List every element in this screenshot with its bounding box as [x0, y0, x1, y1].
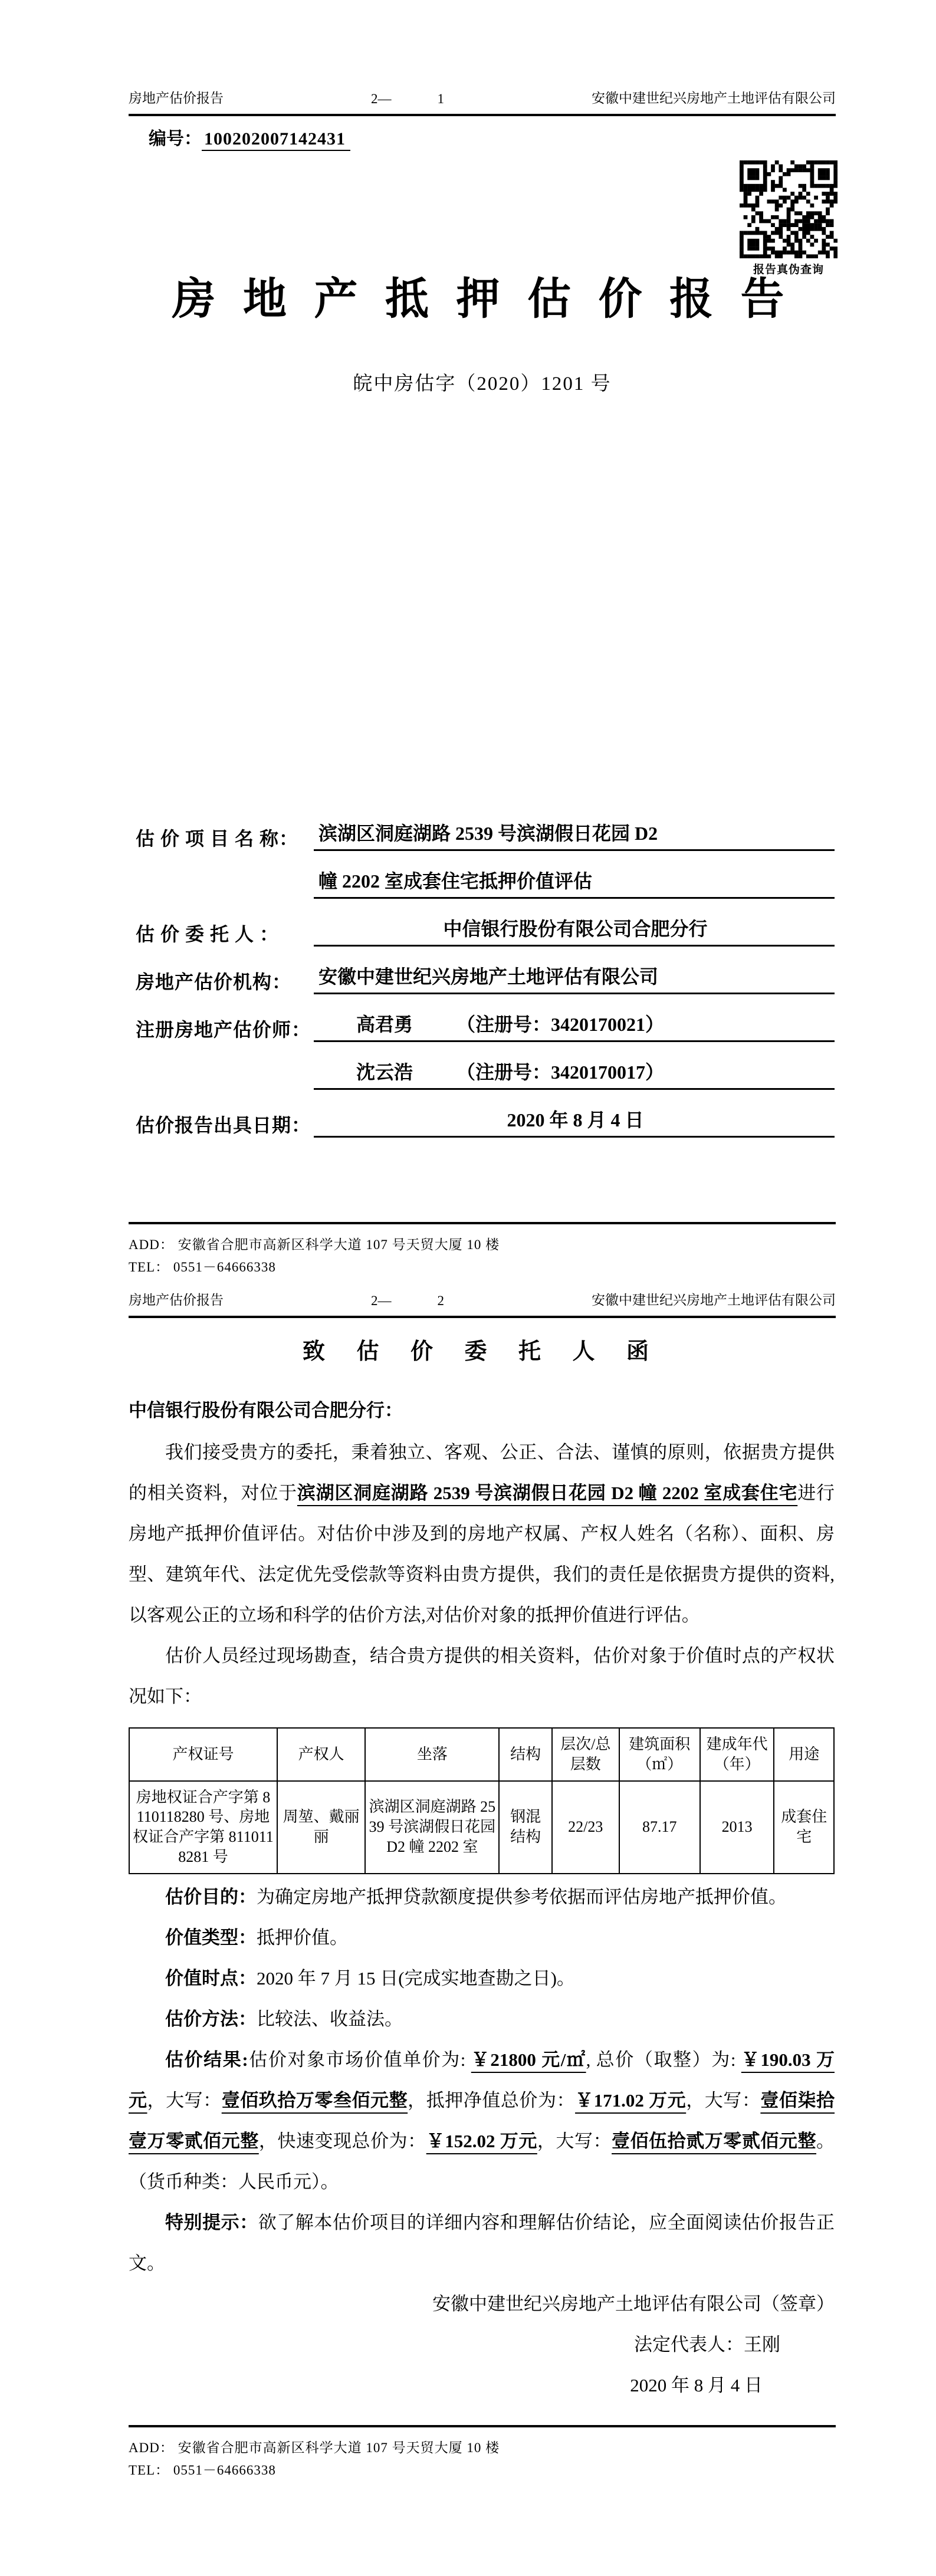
value-date-label: 价值时点： — [165, 1967, 257, 1989]
result-total-price: ￥190.03 万元 — [129, 2049, 835, 2111]
cell-floor: 22/23 — [552, 1781, 619, 1874]
notice-text: 欲了解本估价项目的详细内容和理解估价结论，应全面阅读估价报告正文。 — [129, 2212, 835, 2273]
col-header-year-built: 建成年代（年） — [700, 1728, 774, 1781]
item-purpose — [129, 1877, 835, 1917]
running-header-company: 安徽中建世纪兴房地产土地评估有限公司 — [592, 1293, 836, 1307]
table-row — [129, 1781, 834, 1874]
signature-date: 2020 年 8 月 4 日 — [630, 2374, 763, 2396]
col-header-floor: 层次/总层数 — [552, 1728, 619, 1781]
running-header-doc-title: 房地产估价报告 — [129, 91, 224, 106]
qr-code — [740, 160, 838, 258]
item-value-date — [129, 1958, 835, 1999]
field-value: 中信银行股份有限公司合肥分行 — [314, 914, 835, 947]
field-label: 估 价 项 目 名 称： — [136, 828, 299, 849]
letter-body — [129, 1393, 835, 2406]
letter-title: 致 估 价 委 托 人 函 — [302, 1339, 662, 1364]
signature-legal-representative: 法定代表人：王刚 — [634, 2334, 780, 2355]
purpose-label: 估价目的： — [165, 1886, 257, 1907]
page-marker: 2— — [371, 1293, 392, 1308]
table-header-row — [129, 1728, 834, 1781]
result-unit-price: ￥21800 元/㎡ — [471, 2049, 586, 2070]
result-quick-sale-value: ￥152.02 万元 — [426, 2130, 537, 2151]
cell-area: 87.17 — [619, 1781, 700, 1874]
cover-fields — [136, 819, 835, 1153]
report-serial-number — [149, 124, 350, 150]
report-main-title: 房 地 产 抵 押 估 价 报 告 — [172, 275, 793, 324]
col-header-area: 建筑面积（㎡） — [619, 1728, 700, 1781]
field-label: 房地产估价机构： — [136, 971, 292, 993]
running-header-doc-title: 房地产估价报告 — [129, 1293, 224, 1307]
item-special-notice — [129, 2202, 835, 2283]
result-text: ，抵押净值总价为： — [408, 2089, 576, 2111]
letter-paragraph-1 — [129, 1432, 835, 1635]
appraiser-name: 高君勇 — [356, 1014, 413, 1035]
field-label: 估 价 委 托 人 ： — [136, 924, 280, 945]
field-value — [314, 1010, 835, 1042]
item-method — [129, 1999, 835, 2039]
value-date-text: 2020 年 7 月 15 日(完成实地查勘之日)。 — [257, 1967, 575, 1989]
value-type-label: 价值类型： — [165, 1927, 257, 1948]
qr-caption: 报告真伪查询 — [753, 264, 824, 276]
notice-label: 特别提示： — [165, 2212, 258, 2233]
item-result — [129, 2039, 835, 2202]
field-project-name — [136, 819, 835, 851]
page-marker: 2— — [371, 91, 392, 106]
item-value-type — [129, 1917, 835, 1958]
result-text: ，大写： — [686, 2089, 761, 2111]
field-value: 幢 2202 室成套住宅抵押价值评估 — [314, 866, 835, 899]
result-net-mortgage-words: 壹佰柒拾壹万零贰佰元整 — [129, 2089, 835, 2151]
field-client — [136, 914, 835, 947]
field-appraiser-2 — [136, 1057, 835, 1090]
page1-running-header — [129, 87, 836, 116]
value-type-text: 抵押价值。 — [257, 1927, 348, 1948]
cell-owner: 周堃、戴丽丽 — [277, 1781, 365, 1874]
field-value: 安徽中建世纪兴房地产土地评估有限公司 — [314, 962, 835, 994]
method-label: 估价方法： — [165, 2008, 257, 2029]
para1-lead: 我们接受贵方的委托，秉着独立、客观、公正、合法、谨慎的原则，依据贵方提供的相关资料，对位于 — [129, 1442, 835, 1503]
cell-year-built: 2013 — [700, 1781, 774, 1874]
method-text: 比较法、收益法。 — [257, 2008, 403, 2029]
footer-phone: TEL： 0551－64666338 — [129, 2463, 276, 2478]
appraiser-registration: （注册号：3420170017） — [456, 1062, 665, 1083]
result-total-price-words: 壹佰玖拾万零叁佰元整 — [221, 2089, 408, 2111]
cell-structure: 钢混结构 — [499, 1781, 552, 1874]
field-value: 滨湖区洞庭湖路 2539 号滨湖假日花园 D2 — [314, 819, 835, 851]
field-issue-date — [136, 1105, 835, 1138]
field-label: 注册房地产估价师： — [136, 1019, 311, 1040]
cell-location: 滨湖区洞庭湖路 2539 号滨湖假日花园 D2 幢 2202 室 — [365, 1781, 499, 1874]
page-number: 1 — [437, 91, 444, 106]
col-header-usage: 用途 — [774, 1728, 834, 1781]
appraiser-registration: （注册号：3420170021） — [456, 1014, 665, 1035]
letter-paragraph-2: 估价人员经过现场勘查，结合贵方提供的相关资料，估价对象于价值时点的产权状况如下： — [129, 1645, 835, 1707]
field-agency — [136, 962, 835, 994]
result-text: ，大写： — [147, 2089, 222, 2111]
serial-label: 编号： — [149, 129, 202, 149]
para1-subject-property: 滨湖区洞庭湖路 2539 号滨湖假日花园 D2 幢 2202 室成套住宅 — [297, 1483, 798, 1503]
col-header-owner: 产权人 — [277, 1728, 365, 1781]
appraiser-name: 沈云浩 — [356, 1062, 413, 1083]
para1-tail: 进行房地产抵押价值评估。对估价中涉及到的房地产权属、产权人姓名（名称）、面积、房型、建筑年代、法定优先受偿款等资料由贵方提供，我们的责任是依据贵方提供的资料,以客观公正的立场和科学的估价方法,对估价对象的抵押价值进行评估。 — [129, 1483, 835, 1625]
result-text: ，快速变现总价为： — [258, 2130, 426, 2151]
field-appraiser-1 — [136, 1010, 835, 1042]
result-text: 估价对象市场价值单价为: — [248, 2049, 471, 2070]
cell-certificate-no: 房地权证合产字第 8110118280 号、房地权证合产字第 8110118281 号 — [129, 1781, 277, 1874]
result-text: 。（货币种类：人民币元）。 — [129, 2130, 835, 2192]
col-header-location: 坐落 — [365, 1728, 499, 1781]
result-text: ，大写： — [537, 2130, 612, 2151]
result-net-mortgage-value: ￥171.02 万元 — [575, 2089, 687, 2111]
qr-verification-block — [740, 160, 838, 277]
property-rights-table — [129, 1727, 835, 1874]
result-quick-sale-words: 壹佰伍拾贰万零贰佰元整 — [612, 2130, 817, 2151]
col-header-certificate-no: 产权证号 — [129, 1728, 277, 1781]
footer-address: ADD： 安徽省合肥市高新区科学大道 107 号天贸大厦 10 楼 — [129, 1237, 500, 1252]
footer-address: ADD： 安徽省合肥市高新区科学大道 107 号天贸大厦 10 楼 — [129, 2440, 500, 2455]
page2-running-footer — [129, 2425, 836, 2482]
page-number: 2 — [437, 1293, 444, 1308]
result-label: 估价结果: — [165, 2049, 248, 2070]
report-document-number: 皖中房估字（2020）1201 号 — [353, 373, 612, 395]
letter-salutation: 中信银行股份有限公司合肥分行： — [129, 1400, 403, 1421]
field-project-name-line2 — [136, 866, 835, 899]
page1-running-footer — [129, 1222, 836, 1279]
footer-phone: TEL： 0551－64666338 — [129, 1260, 276, 1274]
serial-value: 100202007142431 — [202, 129, 350, 151]
field-value: 2020 年 8 月 4 日 — [314, 1105, 835, 1138]
col-header-structure: 结构 — [499, 1728, 552, 1781]
running-header-company: 安徽中建世纪兴房地产土地评估有限公司 — [592, 91, 836, 106]
field-value — [314, 1057, 835, 1090]
result-text: , 总价（取整）为: — [586, 2049, 741, 2070]
signature-company: 安徽中建世纪兴房地产土地评估有限公司（签章） — [432, 2293, 835, 2314]
purpose-text: 为确定房地产抵押贷款额度提供参考依据而评估房地产抵押价值。 — [257, 1886, 787, 1907]
cell-usage: 成套住宅 — [774, 1781, 834, 1874]
field-label: 估价报告出具日期： — [136, 1115, 311, 1136]
page2-running-header — [129, 1289, 836, 1318]
